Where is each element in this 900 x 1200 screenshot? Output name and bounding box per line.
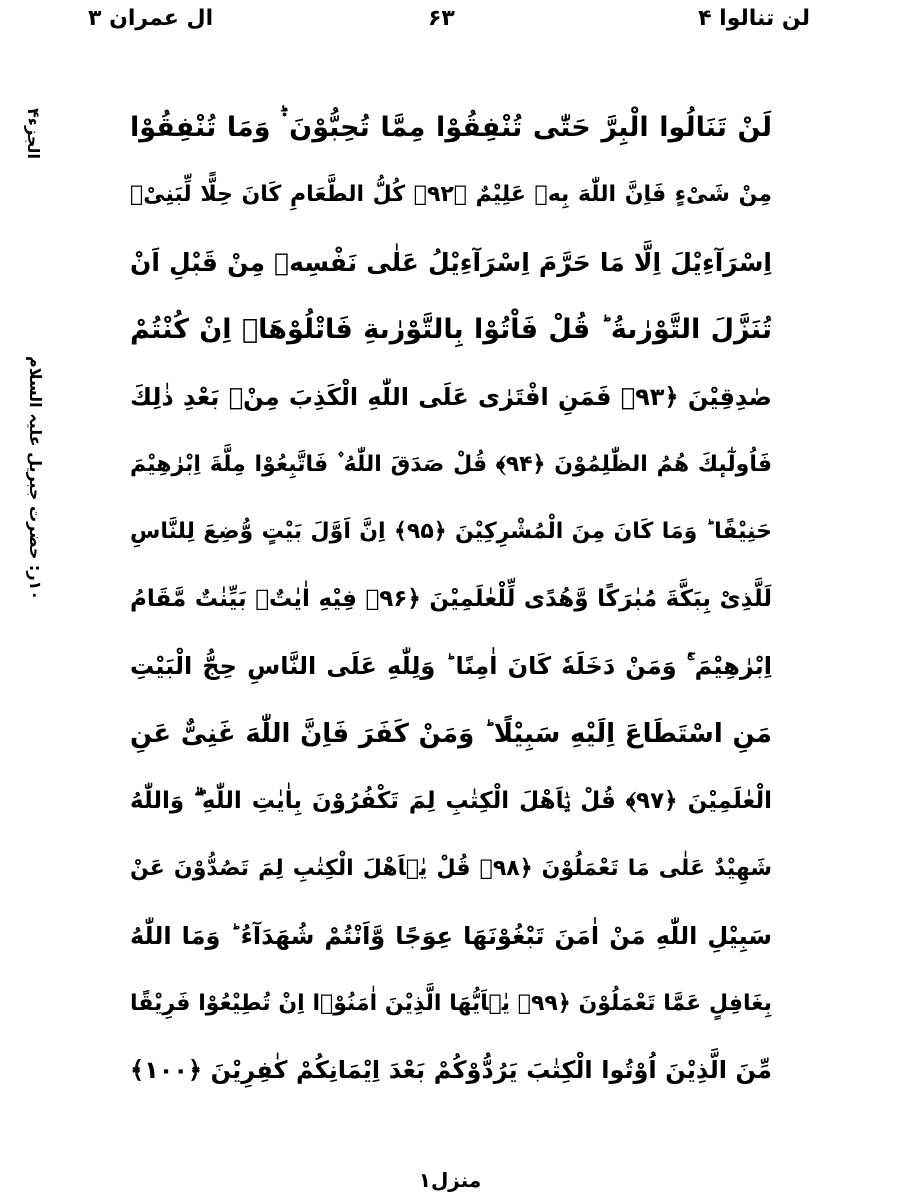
verse-line: اِسْرَآءِیْلَ اِلَّا مَا حَرَّمَ اِسْرَآءِیْلُ عَلٰى نَفْسِهٖ مِنْ قَبْلِ اَنْ	[130, 247, 772, 277]
verse-line: حَنِیْفًا ؕ وَمَا كَانَ مِنَ الْمُشْرِكِیْنَ ﴿۹۵﴾ اِنَّ اَوَّلَ بَیْتٍ وُّضِعَ لِلنَّاسِ	[130, 519, 772, 545]
verse-line: بِغَافِلٍ عَمَّا تَعْمَلُوْنَ ﴿۹۹﴾ یٰۤاَیُّهَا الَّذِیْنَ اٰمَنُوْۤا اِنْ تُطِیْعُوْا فَرِیْقًا	[130, 991, 772, 1017]
verse-line: اِبْرٰهِیْمَ ۚ۬ وَمَنْ دَخَلَهٗ كَانَ اٰمِنًا ؕ وَلِلّٰهِ عَلَى النَّاسِ حِجُّ الْبَیْتِ	[130, 652, 772, 681]
verse-line: شَهِیْدٌ عَلٰى مَا تَعْمَلُوْنَ ﴿۹۸﴾ قُلْ یٰۤاَهْلَ الْكِتٰبِ لِمَ تَصُدُّوْنَ عَنْ	[130, 856, 772, 882]
surah-name: ال عمران ۳	[88, 6, 214, 31]
juz-marker: الجزء۴	[24, 108, 43, 159]
verse-line: سَبِیْلِ اللّٰهِ مَنْ اٰمَنَ تَبْغُوْنَهَا عِوَجًا وَّاَنْتُمْ شُهَدَآءُ ؕ وَمَا اللّٰهُ	[130, 921, 772, 950]
verse-line: صٰدِقِیْنَ ﴿۹۳﴾ فَمَنِ افْتَرٰى عَلَى اللّٰهِ الْكَذِبَ مِنْۢ بَعْدِ ذٰلِكَ	[130, 382, 772, 411]
ruku-note: ۱۰ر: حضرت جبریل علیہ السلام	[26, 356, 45, 601]
manzil-footer: منزل۱	[418, 1168, 482, 1192]
verse-line: مِّنَ الَّذِیْنَ اُوْتُوا الْكِتٰبَ یَرُدُّوْكُمْ بَعْدَ اِیْمَانِكُمْ كٰفِرِیْنَ ﴿۱۰۰﴾	[130, 1056, 772, 1085]
verse-line: مِنْ شَیْءٍ فَاِنَّ اللّٰهَ بِهٖ عَلِیْمٌ ﴿۹۲﴾ كُلُّ الطَّعَامِ كَانَ حِلًّا لِّبَنِیْۤ	[130, 182, 772, 208]
verse-text-block	[130, 94, 772, 1105]
verse-line: مَنِ اسْتَطَاعَ اِلَیْهِ سَبِیْلًا ؕ وَمَنْ كَفَرَ فَاِنَّ اللّٰهَ غَنِیٌّ عَنِ	[130, 718, 772, 749]
juz-name: لن تنالوا ۴	[698, 6, 810, 31]
verse-line: الْعٰلَمِیْنَ ﴿۹۷﴾ قُلْ یٰۤاَهْلَ الْكِتٰبِ لِمَ تَكْفُرُوْنَ بِاٰیٰتِ اللّٰهِ ۖۗ وَاللّٰهُ	[130, 787, 772, 814]
verse-line: لَلَّذِیْ بِبَكَّةَ مُبٰرَكًا وَّهُدًى لِّلْعٰلَمِیْنَ ﴿۹۶﴾ فِیْهِ اٰیٰتٌۢ بَیِّنٰتٌ مَّقَامُ	[130, 585, 772, 612]
verse-line: لَنْ تَنَالُوا الْبِرَّ حَتّٰى تُنْفِقُوْا مِمَّا تُحِبُّوْنَ ۬ؕ وَمَا تُنْفِقُوْا	[130, 112, 772, 143]
verse-line: تُنَزَّلَ التَّوْرٰىةُ ؕ قُلْ فَاْتُوْا بِالتَّوْرٰىةِ فَاتْلُوْهَاۤ اِنْ كُنْتُمْ	[130, 314, 772, 346]
verse-line: فَاُولٰٓىٕكَ هُمُ الظّٰلِمُوْنَ ﴿۹۴﴾ قُلْ صَدَقَ اللّٰهُ ۫ فَاتَّبِعُوْا مِلَّةَ اِبْرٰهِیْمَ	[130, 451, 772, 477]
page-header	[0, 4, 900, 44]
page-number: ۶۳	[428, 6, 455, 31]
